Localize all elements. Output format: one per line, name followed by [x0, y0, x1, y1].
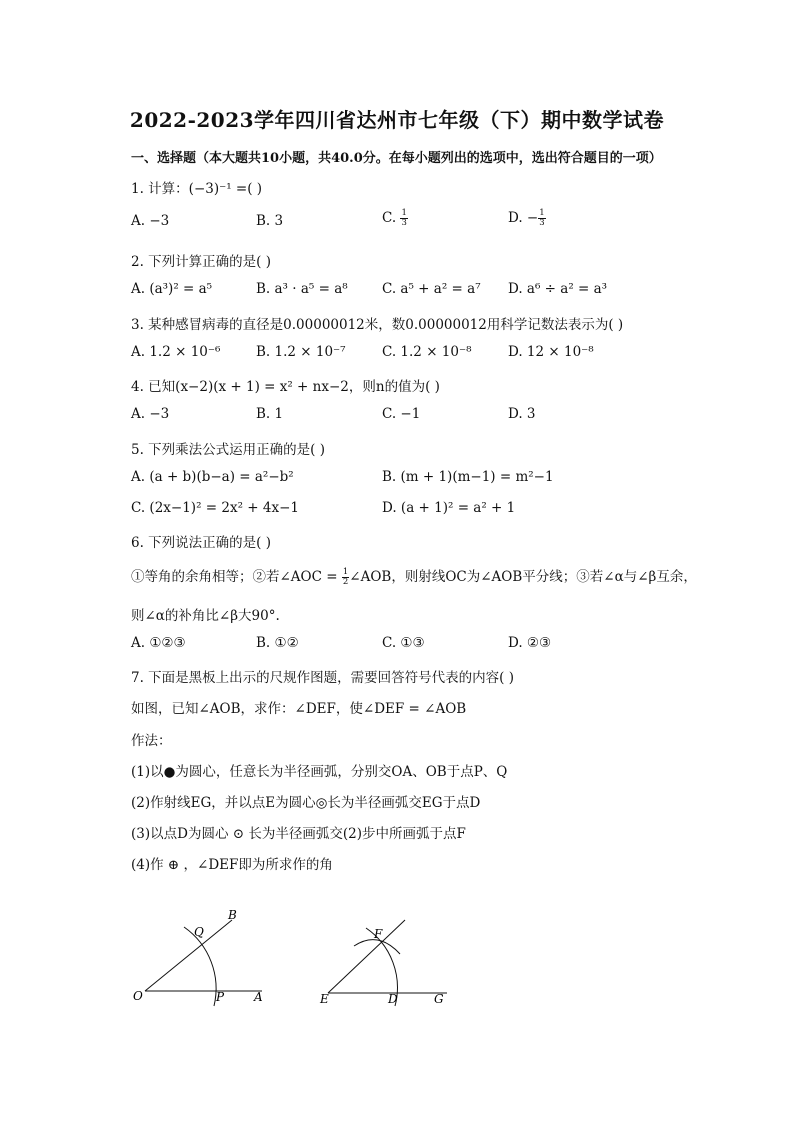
q1-c-numerator: 1	[401, 208, 407, 218]
q2-option-d: D. a⁶ ÷ a² = a³	[508, 281, 608, 297]
q4-option-c: C. −1	[382, 406, 421, 422]
section-heading: 一、选择题（本大题共10小题，共40.0分。在每小题列出的选项中，选出符合题目的一项）	[131, 151, 662, 166]
q3-option-d: D. 12 × 10⁻⁸	[508, 344, 594, 360]
question-2-stem: 2. 下列计算正确的是( )	[131, 254, 271, 270]
q5-option-d: D. (a + 1)² = a² + 1	[382, 500, 516, 516]
question-6-stem: 6. 下列说法正确的是( )	[131, 535, 271, 551]
q7-step-4: (4)作 ⊕ ，∠DEF即为所求作的角	[131, 857, 333, 873]
q6-statement-pre: ①等角的余角相等；②若∠AOC =	[131, 569, 338, 585]
q7-step-2: (2)作射线EG，并以点E为圆心◎长为半径画弧交EG于点D	[131, 795, 481, 811]
q1-option-b: B. 3	[256, 213, 284, 229]
question-1-stem: 1. 计算：(−3)⁻¹ =( )	[131, 181, 263, 197]
question-5-stem: 5. 下列乘法公式运用正确的是( )	[131, 442, 325, 458]
q1-d-denominator: 3	[539, 218, 545, 228]
q1-option-c-label: C.	[382, 210, 397, 226]
q6-statement-line-2: 则∠α的补角比∠β大90°.	[131, 608, 280, 624]
q1-option-d-label: D. −	[508, 210, 539, 226]
q2-option-a: A. (a³)² = a⁵	[131, 281, 213, 297]
q1-d-numerator: 1	[539, 208, 545, 218]
label-f: F	[374, 927, 383, 941]
q7-given: 如图，已知∠AOB，求作：∠DEF，使∠DEF = ∠AOB	[131, 701, 467, 717]
label-a: A	[254, 990, 263, 1004]
ray-ef	[328, 920, 405, 993]
q6-option-c: C. ①③	[382, 635, 425, 651]
label-p: P	[216, 990, 225, 1004]
q7-method-label: 作法：	[131, 733, 172, 749]
q1-option-a: A. −3	[131, 213, 170, 229]
q6-statement-post: ∠AOB，则射线OC为∠AOB平分线；③若∠α与∠β互余，	[349, 569, 697, 585]
q6-option-a: A. ①②③	[131, 635, 186, 651]
label-b: B	[228, 908, 237, 922]
label-d: D	[388, 992, 398, 1006]
q5-option-b: B. (m + 1)(m−1) = m²−1	[382, 469, 554, 485]
label-q: Q	[194, 925, 204, 939]
page-title: 2022-2023学年四川省达州市七年级（下）期中数学试卷	[129, 108, 665, 132]
q6-option-d: D. ②③	[508, 635, 552, 651]
q6-statement-line-1	[131, 565, 697, 587]
label-o: O	[133, 989, 143, 1003]
question-4-stem: 4. 已知(x−2)(x + 1) = x² + nx−2，则n的值为( )	[131, 379, 440, 395]
q7-step-1: (1)以●为圆心，任意长为半径画弧，分别交OA、OB于点P、Q	[131, 764, 508, 780]
q2-option-c: C. a⁵ + a² = a⁷	[382, 281, 481, 297]
q1-option-c	[382, 209, 408, 228]
construction-figure	[0, 900, 794, 1030]
q5-option-a: A. (a + b)(b−a) = a²−b²	[131, 469, 294, 485]
q3-option-b: B. 1.2 × 10⁻⁷	[256, 344, 346, 360]
label-e: E	[320, 992, 329, 1006]
q1-c-denominator: 3	[401, 218, 407, 228]
label-g: G	[434, 992, 444, 1006]
q6-numerator: 1	[342, 567, 349, 577]
q4-option-d: D. 3	[508, 406, 536, 422]
q6-option-b: B. ①②	[256, 635, 299, 651]
q1-option-c-fraction	[400, 209, 407, 228]
question-7-stem: 7. 下面是黑板上出示的尺规作图题，需要回答符号代表的内容( )	[131, 670, 514, 686]
q3-option-a: A. 1.2 × 10⁻⁶	[131, 344, 221, 360]
q4-option-a: A. −3	[131, 406, 170, 422]
q5-option-c: C. (2x−1)² = 2x² + 4x−1	[131, 500, 299, 516]
q4-option-b: B. 1	[256, 406, 284, 422]
q6-denominator: 2	[342, 577, 349, 587]
q1-option-d-fraction	[538, 209, 545, 228]
q3-option-c: C. 1.2 × 10⁻⁸	[382, 344, 472, 360]
q1-option-d	[508, 209, 546, 228]
question-3-stem: 3. 某种感冒病毒的直径是0.00000012米，数0.00000012用科学记数法表示为( )	[131, 317, 624, 333]
q2-option-b: B. a³ · a⁵ = a⁸	[256, 281, 348, 297]
q7-step-3: (3)以点D为圆心 ⊙ 长为半径画弧交(2)步中所画弧于点F	[131, 826, 466, 842]
